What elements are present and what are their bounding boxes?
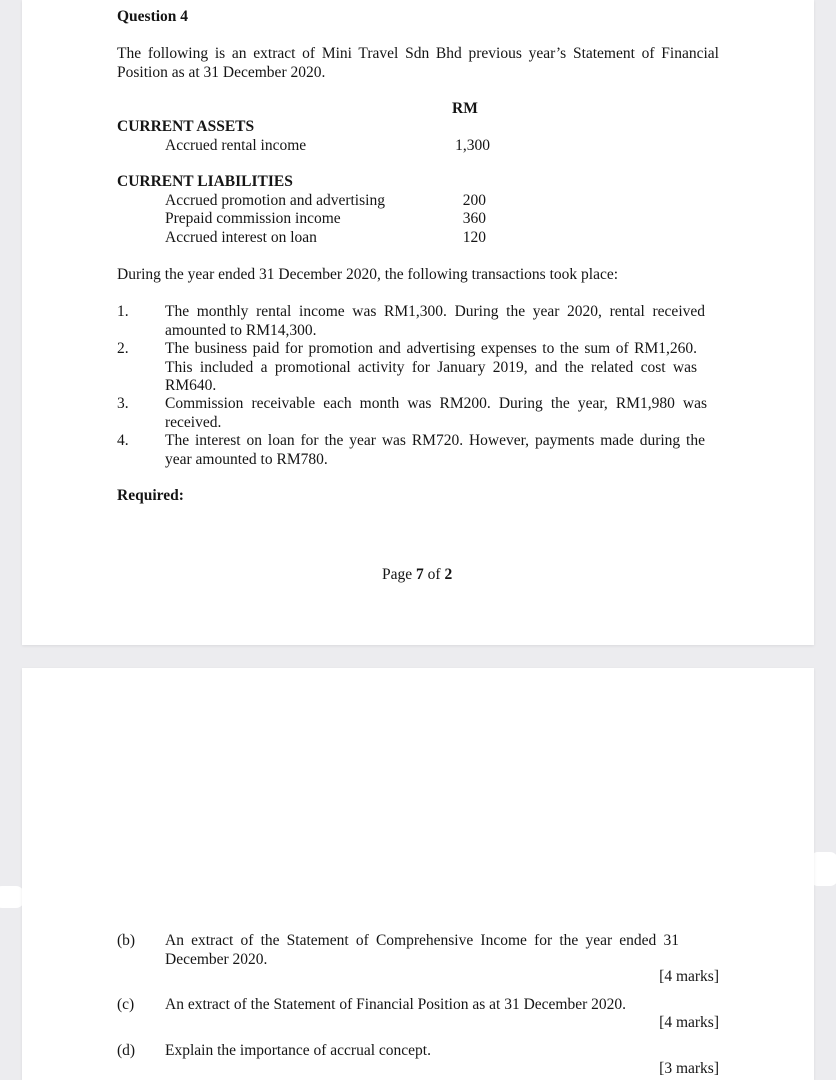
- asset-item-value: 1,300: [455, 137, 490, 154]
- current-liabilities-heading: CURRENT LIABILITIES: [117, 173, 293, 190]
- transaction-text: The interest on loan for the year was RM720. However, payments made during the year amounted to RM780.: [165, 432, 705, 468]
- transaction-text: Commission receivable each month was RM200. During the year, RM1,980 was received.: [165, 395, 707, 431]
- transaction-number: 3.: [117, 395, 129, 412]
- part-label-b: (b): [117, 932, 136, 949]
- part-marks-d: [3 marks]: [659, 1060, 719, 1077]
- part-label-c: (c): [117, 996, 135, 1013]
- asset-item-label: Accrued rental income: [165, 137, 307, 154]
- page-footer: [382, 566, 452, 585]
- part-label-d: (d): [117, 1042, 136, 1059]
- transaction-number: 4.: [117, 432, 129, 449]
- transaction-number: 2.: [117, 340, 129, 357]
- transaction-text: The business paid for promotion and advertising expenses to the sum of RM1,260. This included a promotional activity for January 2019, and the related cost was RM640.: [165, 340, 697, 394]
- document-page-2: [22, 668, 814, 1080]
- part-text-b: An extract of the Statement of Comprehensive Income for the year ended 31 December 2020.: [165, 932, 679, 968]
- part-marks-c: [4 marks]: [659, 1014, 719, 1031]
- edge-mark-left: [0, 886, 24, 908]
- document-page-1: [22, 0, 814, 645]
- page-footer-current: 7: [416, 566, 424, 583]
- liability-item-label: Accrued interest on loan: [165, 229, 317, 246]
- transaction-text: The monthly rental income was RM1,300. During the year 2020, rental received amounted to RM14,300.: [165, 303, 705, 339]
- transaction-number: 1.: [117, 303, 129, 320]
- part-text-d: Explain the importance of accrual concept.: [165, 1042, 431, 1059]
- liability-item-value: 200: [462, 192, 486, 209]
- page-footer-of: of: [423, 566, 445, 583]
- required-label: Required:: [117, 487, 184, 504]
- page-footer-prefix: Page: [382, 566, 417, 583]
- part-marks-b: [4 marks]: [659, 968, 719, 985]
- intro-paragraph: The following is an extract of Mini Travel Sdn Bhd previous year’s Statement of Financial Position as at 31 December 2020.: [117, 45, 719, 81]
- part-text-c: An extract of the Statement of Financial Position as at 31 December 2020.: [165, 996, 627, 1013]
- transactions-intro: During the year ended 31 December 2020, the following transactions took place:: [117, 266, 619, 283]
- liability-item-label: Prepaid commission income: [165, 210, 341, 227]
- current-assets-heading: CURRENT ASSETS: [117, 118, 255, 135]
- page-footer-total: 2: [444, 566, 453, 583]
- liability-item-value: 360: [462, 210, 486, 227]
- liability-item-value: 120: [462, 229, 486, 246]
- question-title: Question 4: [117, 8, 189, 25]
- liability-item-label: Accrued promotion and advertising: [165, 192, 385, 209]
- currency-header: RM: [452, 100, 478, 117]
